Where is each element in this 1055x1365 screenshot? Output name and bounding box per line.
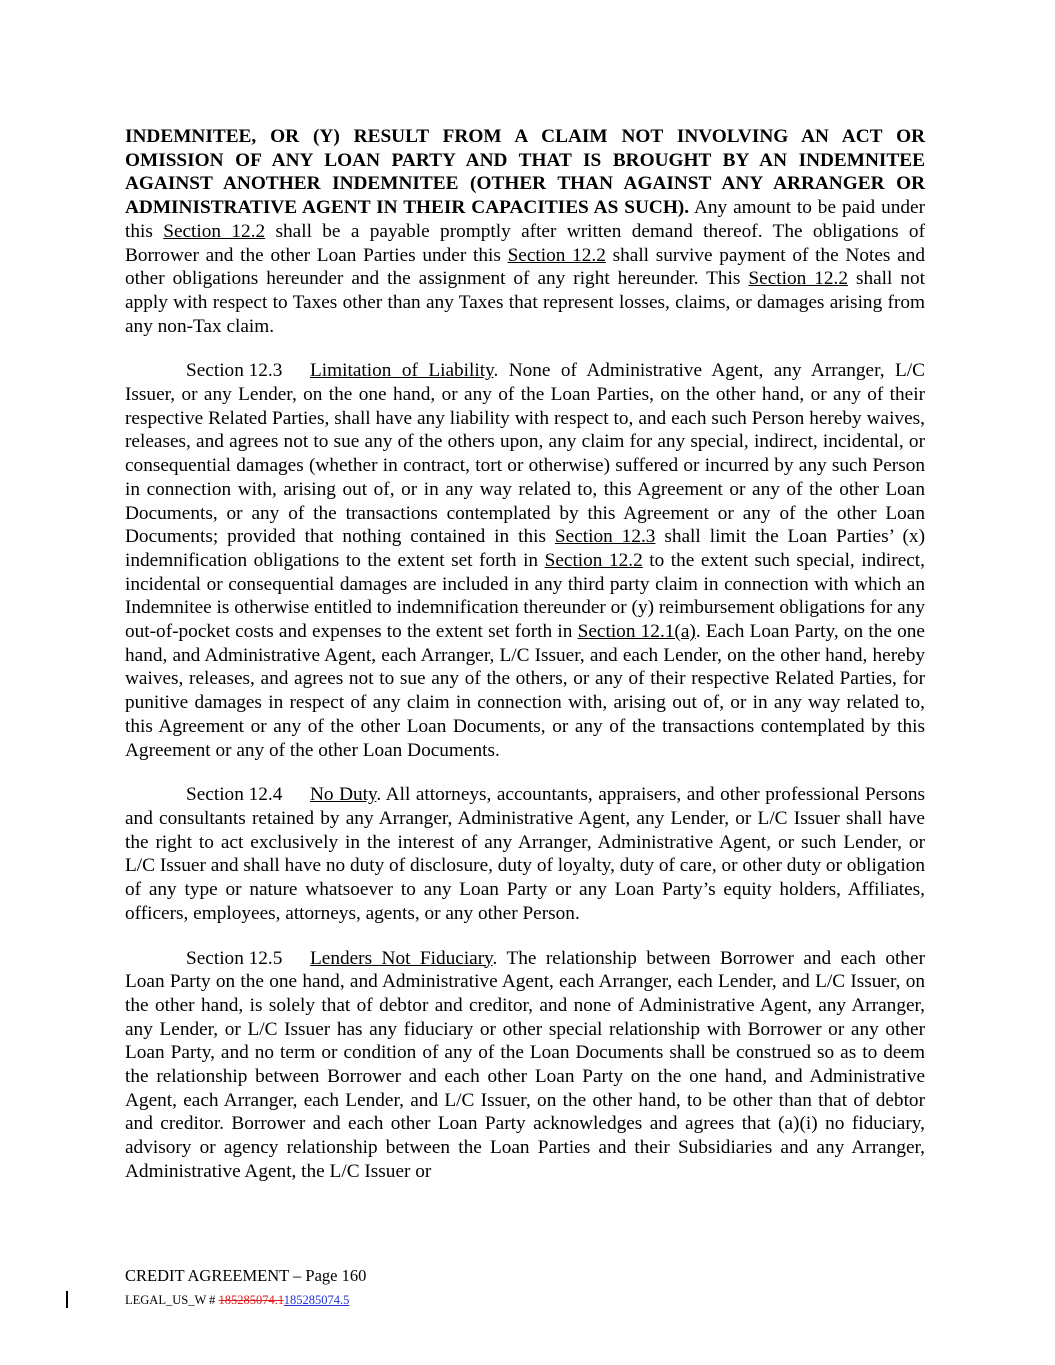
paragraph-12-2-continuation — [125, 125, 925, 338]
section-12-4 — [125, 783, 925, 925]
section-reference: Section 12.2 — [507, 244, 606, 266]
section-12-3 — [125, 359, 925, 762]
body-text: . Each Loan Party, on the one hand, and Administrative Agent, each Arranger, L/C Issuer, and each Lender, on the other hand, hereby waives, releases, and agrees not to sue any of the others, or any of their respective Related Parties, for punitive damages in respect of any claim in connection with, arising out of, or in any way related to, this Agreement or any of the other Loan Documents, or any of the transactions contemplated by this Agreement or any of the other Loan Documents. — [125, 621, 925, 761]
page-footer — [125, 1266, 925, 1308]
section-reference: Section 12.2 — [163, 220, 266, 242]
document-body — [125, 125, 925, 1184]
section-reference: Section 12.2 — [544, 549, 643, 571]
doc-id-deleted: 185285074.1 — [218, 1293, 284, 1307]
section-number: Section 12.5 — [186, 947, 283, 969]
body-text: to the extent such special, indirect, incidental or consequential damages are included in any third party claim in connection with which an Indemnitee is otherwise entitled to indemnification thereunder or (y) reimbursement obligations for any out-of-pocket costs and expenses to the extent set forth in — [125, 549, 925, 643]
bold-caps-text: INDEMNITEE, OR (Y) RESULT FROM A CLAIM NOT INVOLVING AN ACT OR OMISSION OF ANY LOAN PARTY AND THAT IS BROUGHT BY AN INDEMNITEE AGAINST ANOTHER INDEMNITEE (OTHER THAN AGAINST ANY ARRANGER OR ADMINISTRATIVE AGENT IN THEIR CAPACITIES AS SUCH). — [125, 126, 925, 219]
body-text: Any amount to be paid under this — [125, 197, 925, 242]
section-title: No Duty — [310, 784, 377, 806]
section-reference: Section 12.1(a) — [577, 621, 696, 643]
section-title: Lenders Not Fiduciary — [310, 947, 493, 969]
body-text: . All attorneys, accountants, appraisers, and other professional Persons and consultants retained by any Arranger, Administrative Agent, any Lender, or L/C Issuer shall have the right to act exclusively in the interest of any Arranger, Administrative Agent, or such Lender, or L/C Issuer and shall have no duty of disclosure, duty of loyalty, duty of care, or other duty or obligation of any type or nature whatsoever to any Loan Party or any Loan Party’s equity holders, Affiliates, officers, employees, attorneys, agents, or any other Person. — [125, 784, 925, 924]
body-text: shall not apply with respect to Taxes other than any Taxes that represent losses, claims, or damages arising from any non-Tax claim. — [125, 268, 925, 337]
footer-document-id — [125, 1292, 925, 1308]
doc-id-prefix: LEGAL_US_W # — [125, 1293, 219, 1307]
section-title: Limitation of Liability — [310, 360, 494, 382]
section-number: Section 12.4 — [186, 784, 283, 806]
footer-page-label: CREDIT AGREEMENT – Page 160 — [125, 1266, 367, 1285]
revision-change-bar — [66, 1291, 68, 1308]
body-text: . The relationship between Borrower and each other Loan Party on the one hand, and Administrative Agent, each Arranger, each Lender, and L/C Issuer, on the other hand, is solely that of debtor and creditor, and none of Administrative Agent, any Arranger, any Lender, or L/C Issuer has any fiduciary or other special relationship with Borrower or any other Loan Party, and no term or condition of any of the Loan Documents shall be construed so as to deem the relationship between Borrower and each other Loan Party on the one hand, and Administrative Agent, each Arranger, each Lender, and L/C Issuer, on the other hand, to be other than that of debtor and creditor. Borrower and each other Loan Party acknowledges and agrees that (a)(i) no fiduciary, advisory or agency relationship between the Loan Parties and their Subsidiaries and any Arranger, Administrative Agent, the L/C Issuer or — [125, 947, 925, 1182]
body-text: shall limit the Loan Parties’ (x) indemnification obligations to the extent set forth in — [125, 526, 925, 571]
doc-id-inserted: 185285074.5 — [283, 1293, 350, 1307]
section-reference: Section 12.3 — [554, 526, 656, 548]
body-text: shall survive payment of the Notes and other obligations hereunder and the assignment of any right hereunder. This — [125, 244, 925, 290]
section-12-5 — [125, 947, 925, 1184]
body-text: . None of Administrative Agent, any Arranger, L/C Issuer, or any Lender, on the one hand, or any of the Loan Parties, on the other hand, or any of their respective Related Parties, shall have any liability with respect to, and each such Person hereby waives, releases, and agrees not to sue any of the others upon, any claim for any special, indirect, incidental, or consequential damages (whether in contract, tort or otherwise) suffered or incurred by any such Person in connection with, arising out of, or in any way related to, this Agreement or any of the other Loan Documents, or any of the transactions contemplated by this Agreement or any of the other Loan Documents; provided that nothing contained in this — [125, 360, 925, 548]
section-reference: Section 12.2 — [748, 268, 848, 290]
section-number: Section 12.3 — [186, 360, 283, 382]
body-text: shall be a payable promptly after written demand thereof. The obligations of Borrower and the other Loan Parties under this — [125, 220, 925, 266]
